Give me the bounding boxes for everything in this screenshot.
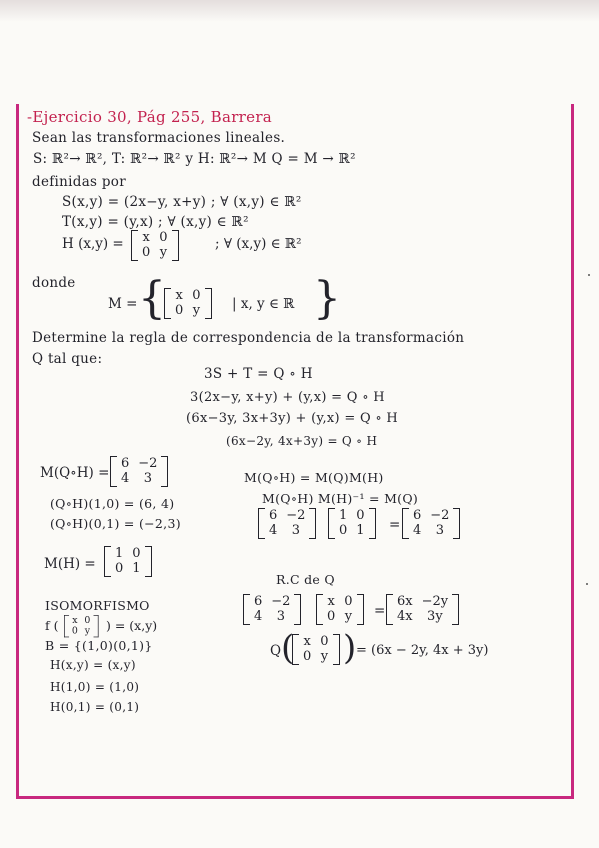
matrix-entry: y	[192, 303, 201, 318]
r3-matrix-c	[402, 508, 460, 539]
h-definition-label: H (x,y) =	[62, 236, 124, 252]
matrix-entry: y	[344, 609, 353, 624]
qh-image-1: (Q∘H)(1,0) = (6, 4)	[50, 496, 175, 511]
matrix-entries	[323, 594, 357, 625]
matrix-entry: −2	[271, 594, 291, 609]
matrix-entry: 0	[84, 615, 91, 626]
matrix-entry: x	[327, 594, 335, 609]
matrix-entry: −2	[286, 508, 306, 523]
q-label: Q	[270, 643, 282, 659]
matrix-entry: 0	[132, 546, 141, 561]
bracket-right	[357, 594, 364, 625]
matrix-entry: 0	[356, 508, 365, 523]
matrix-entries	[250, 594, 294, 625]
qh-image-2: (Q∘H)(0,1) = (−2,3)	[50, 516, 181, 531]
f-tail: ) = (x,y)	[106, 618, 158, 633]
bracket-left	[110, 456, 117, 487]
rc-matrix-b	[316, 594, 364, 625]
paper-dot	[588, 274, 590, 276]
equation-1: 3S + T = Q ∘ H	[204, 366, 313, 382]
matrix-entries	[111, 546, 145, 577]
bracket-right	[294, 594, 301, 625]
s-definition: S(x,y) = (2x−y, x+y) ; ∀ (x,y) ∈ ℝ²	[62, 194, 302, 210]
rc-heading: R.C de Q	[276, 572, 335, 587]
matrix-entry: 0	[115, 561, 124, 576]
bracket-right	[333, 634, 340, 665]
matrix-entry: 3	[435, 523, 444, 538]
f-label: f (	[45, 618, 59, 633]
matrix-entry: 1	[132, 561, 141, 576]
matrix-entry: 0	[320, 634, 329, 649]
matrix-entry: 6	[254, 594, 263, 609]
determine-line-2: Q tal que:	[32, 351, 103, 367]
m-qh-label: M(Q∘H) =	[40, 465, 110, 481]
bracket-right	[172, 230, 179, 261]
r3-matrix-a	[258, 508, 316, 539]
matrix-entries	[265, 508, 309, 539]
matrix-entry: 3	[291, 523, 300, 538]
bracket-left	[292, 634, 299, 665]
bracket-right	[309, 508, 316, 539]
matrix-entry: 0	[142, 245, 151, 260]
bracket-right	[369, 508, 376, 539]
matrix-entry: x	[303, 634, 311, 649]
matrix-entry: x	[175, 288, 183, 303]
matrix-entry: 4	[254, 609, 263, 624]
left-brace: {	[138, 273, 166, 324]
matrix-entry: 3	[143, 471, 152, 486]
m-qh-matrix	[110, 456, 168, 487]
right-brace: }	[313, 273, 341, 324]
bracket-right	[453, 508, 460, 539]
exercise-title: -Ejercicio 30, Pág 255, Barrera	[27, 108, 273, 126]
matrix-entry: 4	[269, 523, 278, 538]
matrix-entry: y	[320, 649, 329, 664]
q-matrix	[292, 634, 340, 665]
margin-line-bottom	[16, 796, 574, 799]
matrix-entry: 3	[276, 609, 285, 624]
bracket-left	[402, 508, 409, 539]
matrix-entry: x	[142, 230, 150, 245]
matrix-entry: 0	[344, 594, 353, 609]
rc-matrix-a	[243, 594, 301, 625]
bracket-left	[131, 230, 138, 261]
matrix-entry: −2	[138, 456, 158, 471]
basis-line: B = {(1,0)(0,1)}	[45, 638, 153, 653]
m-set-condition: | x, y ∈ ℝ	[232, 296, 295, 312]
bracket-left	[104, 546, 111, 577]
where-label: donde	[32, 275, 76, 291]
equation-2: 3(2x−y, x+y) + (y,x) = Q ∘ H	[190, 390, 385, 405]
bracket-left	[258, 508, 265, 539]
h-xy-line: H(x,y) = (x,y)	[50, 658, 136, 672]
determine-line: Determine la regla de correspondencia de la transformación	[32, 330, 465, 346]
matrix-entry: 6	[121, 456, 130, 471]
matrix-entry: 0	[159, 230, 168, 245]
bracket-left	[243, 594, 250, 625]
matrix-entry: 0	[339, 523, 348, 538]
bracket-right	[145, 546, 152, 577]
matrix-entry: y	[159, 245, 168, 260]
paper-dot	[586, 583, 588, 585]
q-result: = (6x − 2y, 4x + 3y)	[356, 643, 489, 658]
bracket-left	[316, 594, 323, 625]
bracket-right	[205, 288, 212, 319]
bracket-right	[93, 615, 98, 637]
inverse-rule: M(Q∘H) M(H)⁻¹ = M(Q)	[262, 491, 419, 506]
bracket-left	[164, 288, 171, 319]
matrix-entry: 0	[327, 609, 336, 624]
mappings-line: S: ℝ²→ ℝ², T: ℝ²→ ℝ² y H: ℝ²→ M Q = M → ℝ²	[33, 151, 356, 167]
bracket-left	[328, 508, 335, 539]
matrix-entry: 1	[356, 523, 365, 538]
matrix-entry: 0	[71, 625, 78, 637]
page-top-shadow	[0, 0, 599, 22]
margin-line-right	[571, 104, 574, 798]
matrix-entry: y	[84, 625, 90, 637]
matrix-entries	[299, 634, 333, 665]
equals-sign: =	[389, 517, 401, 533]
h-definition-tail: ; ∀ (x,y) ∈ ℝ²	[215, 236, 302, 252]
matrix-entry: 1	[115, 546, 124, 561]
matrix-entry: 4x	[397, 609, 413, 624]
matrix-entries	[138, 230, 172, 261]
h-10-line: H(1,0) = (1,0)	[50, 680, 140, 694]
matrix-entries	[171, 288, 205, 319]
matrix-entries	[117, 456, 161, 487]
matrix-entries	[409, 508, 453, 539]
margin-line-left	[16, 104, 19, 798]
m-set-matrix	[164, 288, 212, 319]
bracket-right	[161, 456, 168, 487]
matrix-entries	[335, 508, 369, 539]
matrix-entry: 6	[269, 508, 278, 523]
bracket-right	[452, 594, 459, 625]
statement-line: Sean las transformaciones lineales.	[32, 130, 286, 146]
isomorphism-label: ISOMORFISMO	[45, 598, 150, 613]
matrix-entry: 4	[413, 523, 422, 538]
matrix-entry: 4	[121, 471, 130, 486]
m-h-label: M(H) =	[44, 556, 96, 572]
right-paren: )	[343, 628, 357, 668]
bracket-left	[386, 594, 393, 625]
f-matrix	[64, 615, 98, 637]
defined-by-line: definidas por	[32, 174, 126, 190]
equation-4: (6x−2y, 4x+3y) = Q ∘ H	[226, 434, 378, 448]
r3-matrix-b	[328, 508, 376, 539]
matrix-entries	[393, 594, 452, 625]
t-definition: T(x,y) = (y,x) ; ∀ (x,y) ∈ ℝ²	[62, 214, 249, 230]
matrix-entry: 0	[303, 649, 312, 664]
h-matrix	[131, 230, 179, 261]
matrix-entry: 1	[339, 508, 348, 523]
h-01-line: H(0,1) = (0,1)	[50, 700, 140, 714]
equals-sign: =	[374, 603, 386, 619]
left-paren: (	[281, 628, 295, 668]
rc-matrix-c	[386, 594, 459, 625]
m-set-label: M =	[108, 296, 138, 312]
equation-3: (6x−3y, 3x+3y) + (y,x) = Q ∘ H	[186, 411, 399, 426]
matrix-entry: 6x	[397, 594, 413, 609]
matrix-entry: x	[72, 615, 78, 626]
matrix-entry: 3y	[427, 609, 443, 624]
matrix-entry: 0	[175, 303, 184, 318]
composition-rule: M(Q∘H) = M(Q)M(H)	[244, 470, 384, 485]
matrix-entry: 0	[192, 288, 201, 303]
matrix-entries	[69, 615, 93, 637]
matrix-entry: −2	[430, 508, 450, 523]
matrix-entry: −2y	[421, 594, 449, 609]
m-h-matrix	[104, 546, 152, 577]
matrix-entry: 6	[413, 508, 422, 523]
